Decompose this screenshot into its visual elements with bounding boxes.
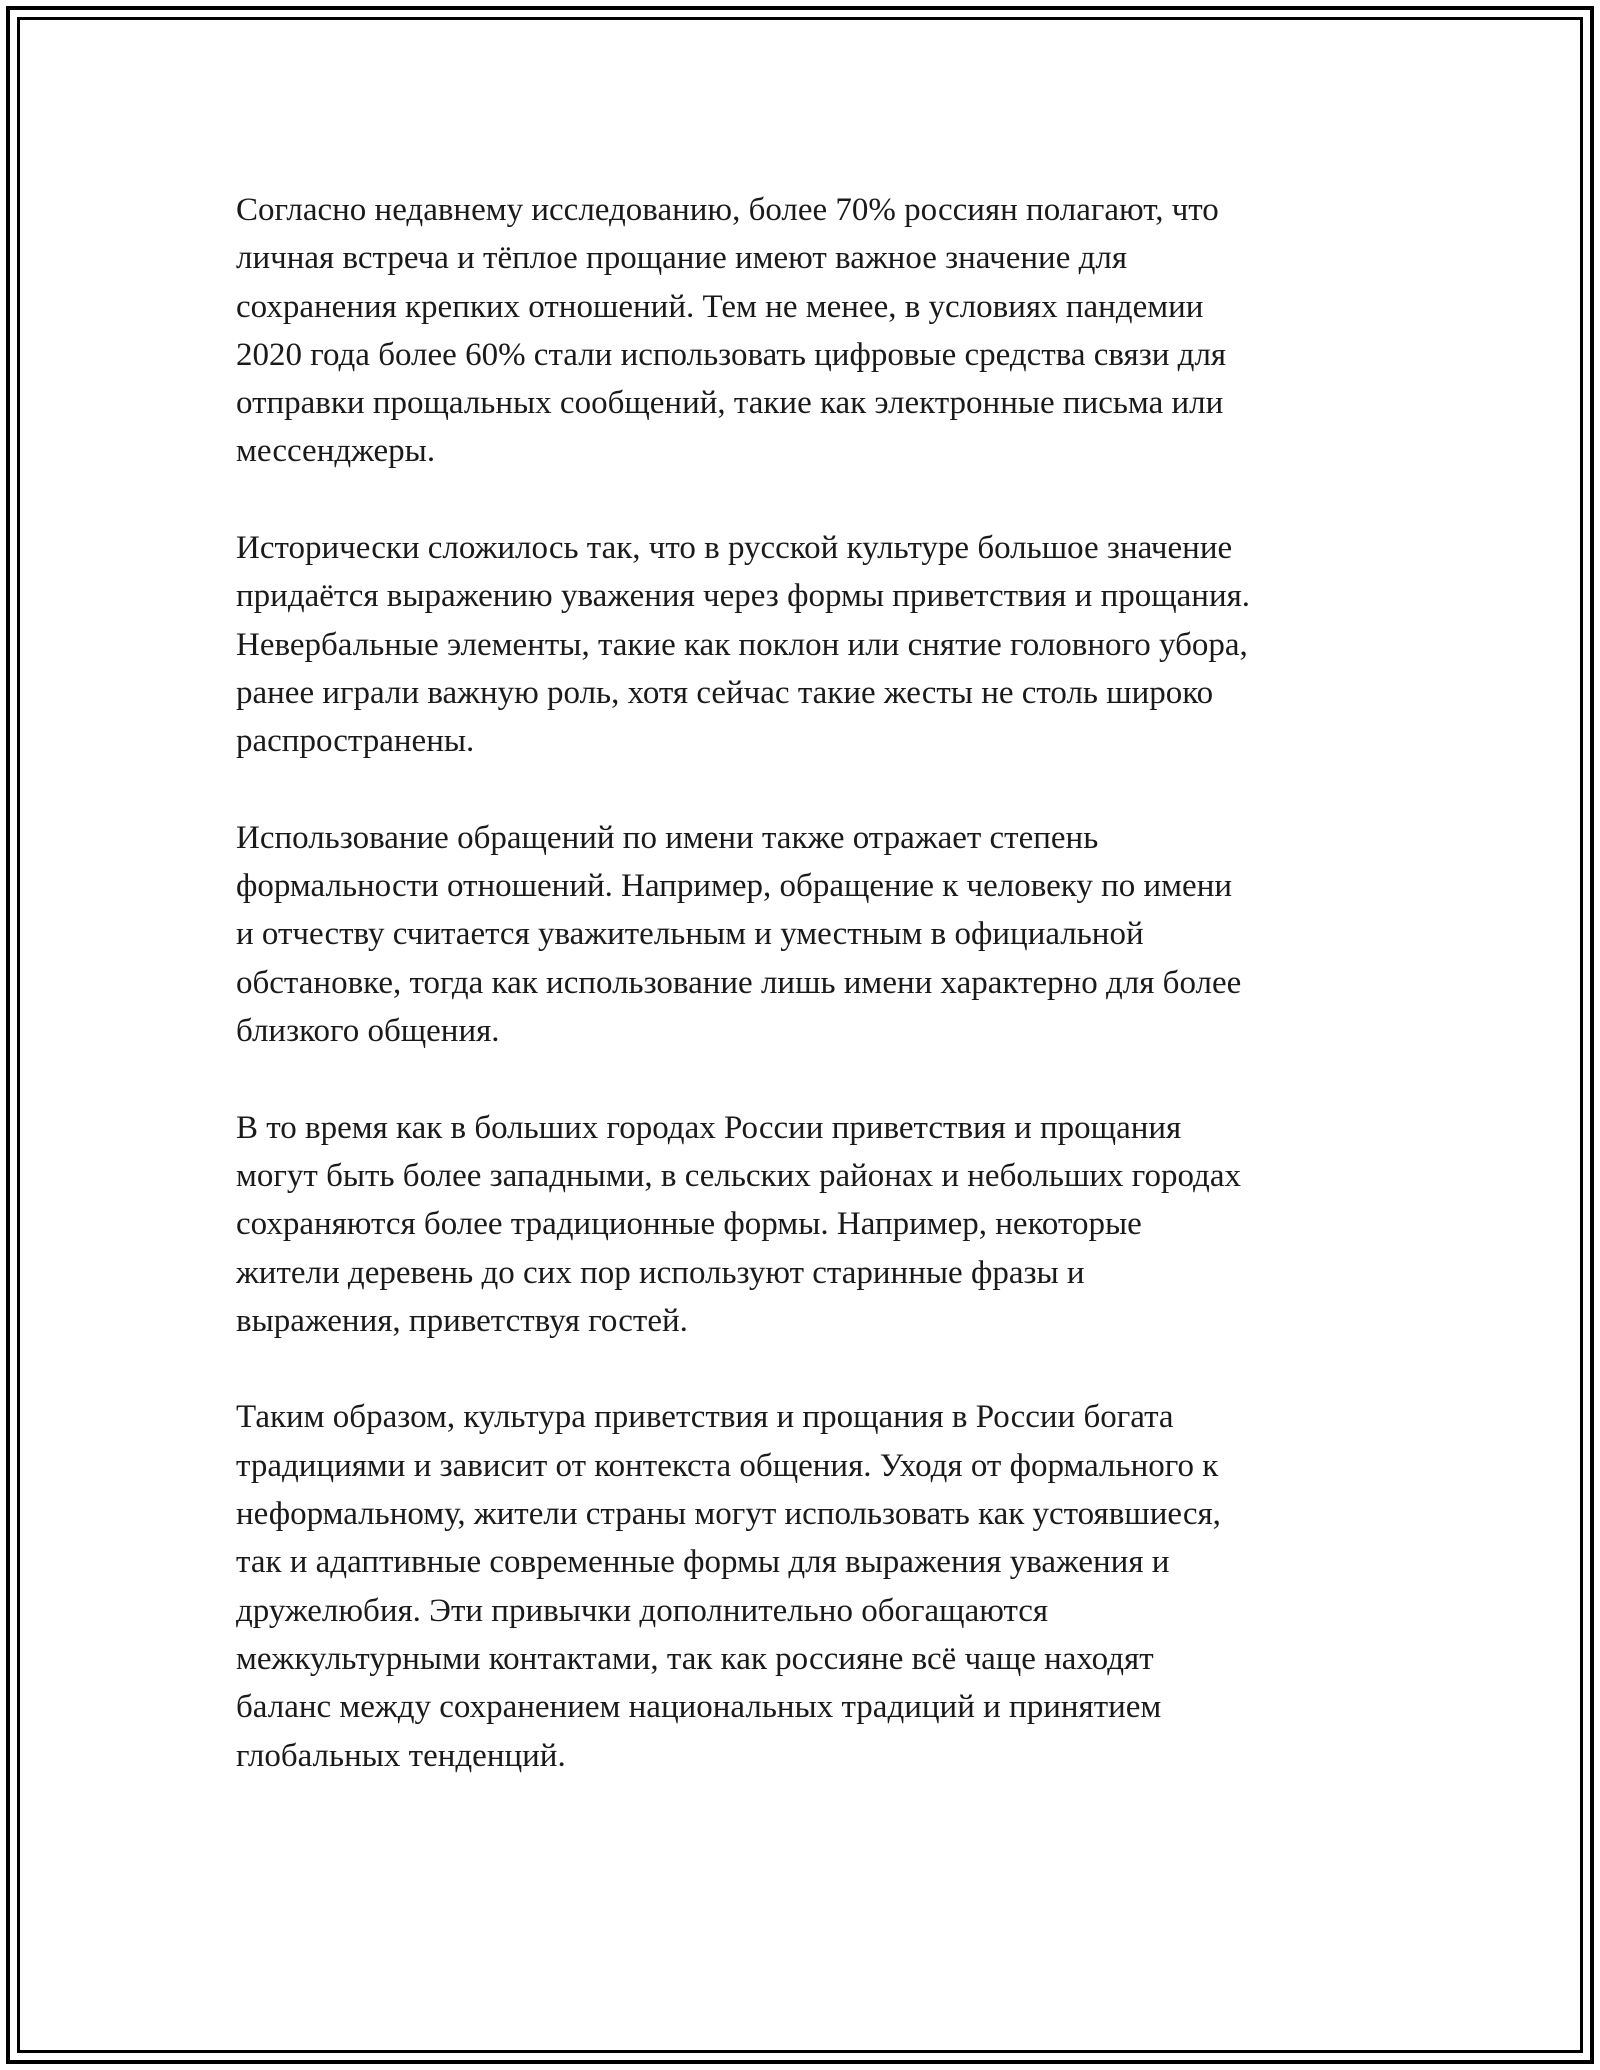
text-line: 2020 года более 60% стали использовать цифровые средства связи для bbox=[236, 336, 1227, 373]
text-line: распространены. bbox=[236, 723, 475, 760]
text-line: обстановке, тогда как использование лишь имени характерно для более bbox=[236, 964, 1242, 1001]
text-line: формальности отношений. Например, обращение к человеку по имени bbox=[236, 868, 1233, 905]
paragraph-names bbox=[236, 814, 1386, 1055]
text-line: ранее играли важную роль, хотя сейчас такие жесты не столь широко bbox=[236, 674, 1214, 711]
text-line: сохранения крепких отношений. Тем не менее, в условиях пандемии bbox=[236, 288, 1204, 325]
text-line: Таким образом, культура приветствия и прощания в России богата bbox=[236, 1399, 1174, 1436]
paragraph-conclusion bbox=[236, 1393, 1386, 1779]
text-line: Использование обращений по имени также отражает степень bbox=[236, 819, 1099, 856]
text-line: глобальных тенденций. bbox=[236, 1737, 566, 1774]
text-line: жители деревень до сих пор используют старинные фразы и bbox=[236, 1254, 1085, 1291]
text-line: так и адаптивные современные формы для выражения уважения и bbox=[236, 1544, 1170, 1581]
text-line: мессенджеры. bbox=[236, 433, 436, 470]
text-line: В то время как в больших городах России приветствия и прощания bbox=[236, 1109, 1182, 1146]
document-body bbox=[236, 186, 1386, 1828]
text-line: дружелюбия. Эти привычки дополнительно обогащаются bbox=[236, 1592, 1049, 1629]
text-line: выражения, приветствуя гостей. bbox=[236, 1302, 688, 1339]
paragraph-history bbox=[236, 524, 1386, 765]
text-line: Невербальные элементы, такие как поклон или снятие головного убора, bbox=[236, 626, 1248, 663]
paragraph-regions bbox=[236, 1104, 1386, 1345]
text-line: баланс между сохранением национальных традиций и принятием bbox=[236, 1689, 1162, 1726]
text-line: придаётся выражению уважения через формы приветствия и прощания. bbox=[236, 578, 1251, 615]
text-line: традициями и зависит от контекста общения. Уходя от формального к bbox=[236, 1447, 1219, 1484]
paragraph-survey bbox=[236, 186, 1386, 476]
text-line: Согласно недавнему исследованию, более 70% россиян полагают, что bbox=[236, 192, 1219, 228]
text-line: Исторически сложилось так, что в русской культуре большое значение bbox=[236, 530, 1233, 567]
text-line: неформальному, жители страны могут использовать как устоявшиеся, bbox=[236, 1496, 1221, 1533]
text-line: отправки прощальных сообщений, такие как электронные письма или bbox=[236, 385, 1224, 422]
text-line: и отчеству считается уважительным и уместным в официальной bbox=[236, 916, 1144, 953]
text-line: личная встреча и тёплое прощание имеют важное значение для bbox=[236, 240, 1128, 277]
text-line: межкультурными контактами, так как россияне всё чаще находят bbox=[236, 1640, 1154, 1677]
text-line: могут быть более западными, в сельских районах и небольших городах bbox=[236, 1157, 1241, 1194]
text-line: близкого общения. bbox=[236, 1013, 500, 1050]
text-line: сохраняются более традиционные формы. Например, некоторые bbox=[236, 1206, 1142, 1243]
